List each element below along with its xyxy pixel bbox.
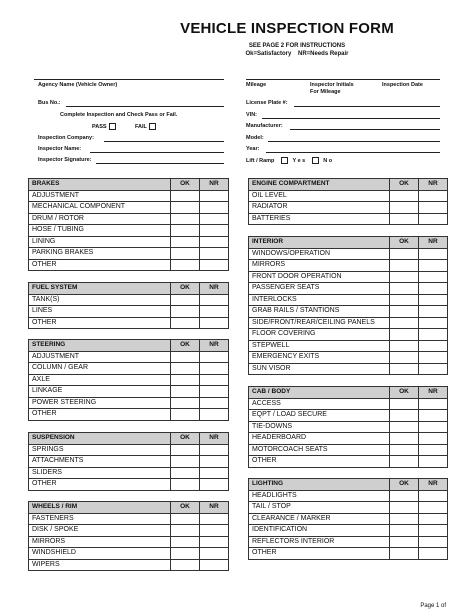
item-label-mirrors: MIRRORS [29, 536, 171, 548]
checklist-row [29, 397, 229, 409]
nr-cell-other[interactable] [200, 317, 229, 329]
checklist-row [29, 317, 229, 329]
wheels-rim-section [28, 501, 229, 571]
ok-cell-mirrors[interactable] [171, 536, 200, 548]
ok-cell-grab-rails-stantions[interactable] [390, 306, 419, 318]
nr-cell-other[interactable] [419, 548, 448, 560]
ok-cell-interlocks[interactable] [390, 294, 419, 306]
lift-yes-checkbox[interactable] [281, 157, 288, 164]
ok-cell-power-steering[interactable] [171, 397, 200, 409]
item-label-adjustment: ADJUSTMENT [29, 351, 171, 363]
checklist-row [29, 456, 229, 468]
checklist-row [29, 213, 229, 225]
item-label-interlocks: INTERLOCKS [249, 294, 390, 306]
item-label-reflectors-interior: REFLECTORS INTERIOR [249, 536, 390, 548]
suspension-section [28, 432, 229, 491]
ok-column-header: OK [390, 237, 419, 249]
mileage-label: Mileage [246, 82, 267, 88]
section-header-row [29, 433, 229, 445]
mileage-initials-date-line[interactable] [246, 79, 440, 80]
nr-cell-windows-operation[interactable] [419, 248, 448, 260]
checklist-row [29, 225, 229, 237]
pass-option [92, 123, 116, 130]
lighting-section [248, 478, 448, 560]
nr-cell-eqpt-load-secure[interactable] [419, 410, 448, 422]
ok-cell-side-front-rear-ceiling-panels[interactable] [390, 317, 419, 329]
model-label: Model: [246, 135, 264, 141]
ok-cell-other[interactable] [171, 317, 200, 329]
checklist-row [29, 525, 229, 537]
nr-cell-lines[interactable] [200, 306, 229, 318]
section-header-row [29, 502, 229, 514]
engine-compartment-section [248, 178, 448, 225]
nr-cell-other[interactable] [419, 456, 448, 468]
vin-field[interactable] [262, 118, 440, 119]
pass-label: PASS [92, 123, 107, 130]
lift-no-label: N o [323, 157, 333, 164]
item-label-wipers: WIPERS [29, 559, 171, 571]
brakes-section [28, 178, 229, 271]
item-label-hose-tubing: HOSE / TUBING [29, 225, 171, 237]
inspection-date-label: Inspection Date [382, 82, 423, 88]
ok-cell-front-door-operation[interactable] [390, 271, 419, 283]
checklist-row [249, 202, 448, 214]
nr-cell-drum-rotor[interactable] [200, 213, 229, 225]
ok-cell-identification[interactable] [390, 525, 419, 537]
lift-ramp-label: Lift / Ramp [246, 157, 275, 164]
section-header-row [29, 340, 229, 352]
ok-cell-hose-tubing[interactable] [171, 225, 200, 237]
nr-cell-springs[interactable] [200, 444, 229, 456]
item-label-radiator: RADIATOR [249, 202, 390, 214]
item-label-side-front-rear-ceiling-panels: SIDE/FRONT/REAR/CEILING PANELS [249, 317, 390, 329]
checklist-row [249, 317, 448, 329]
ok-cell-motorcoach-seats[interactable] [390, 444, 419, 456]
checklist-row [249, 444, 448, 456]
ok-cell-adjustment[interactable] [171, 351, 200, 363]
nr-cell-access[interactable] [419, 398, 448, 410]
nr-cell-mirrors[interactable] [200, 536, 229, 548]
license-plate-field[interactable] [294, 106, 440, 107]
item-label-lines: LINES [29, 306, 171, 318]
checklist-row [29, 259, 229, 271]
lift-ramp-group [246, 157, 332, 164]
inspection-company-field[interactable] [104, 141, 224, 142]
checklist-row [29, 386, 229, 398]
checklist-row [29, 351, 229, 363]
ok-cell-tank-s[interactable] [171, 294, 200, 306]
nr-cell-headerboard[interactable] [419, 433, 448, 445]
agency-name-label: Agency Name (Vehicle Owner) [38, 82, 118, 88]
nr-cell-linkage[interactable] [200, 386, 229, 398]
ok-cell-other[interactable] [390, 456, 419, 468]
checklist-row [249, 340, 448, 352]
ok-cell-parking-brakes[interactable] [171, 248, 200, 260]
checklist-row [249, 329, 448, 341]
checklist-row [249, 306, 448, 318]
item-label-emergency-exits: EMERGENCY EXITS [249, 352, 390, 364]
interior-section [248, 236, 448, 375]
nr-cell-clearance-marker[interactable] [419, 513, 448, 525]
item-label-tail-stop: TAIL / STOP [249, 502, 390, 514]
ok-cell-sliders[interactable] [171, 467, 200, 479]
item-label-access: ACCESS [249, 398, 390, 410]
ok-cell-linkage[interactable] [171, 386, 200, 398]
ok-cell-windows-operation[interactable] [390, 248, 419, 260]
item-label-windows-operation: WINDOWS/OPERATION [249, 248, 390, 260]
section-title: SUSPENSION [29, 433, 171, 445]
ok-cell-headerboard[interactable] [390, 433, 419, 445]
nr-cell-tank-s[interactable] [200, 294, 229, 306]
ok-cell-emergency-exits[interactable] [390, 352, 419, 364]
item-label-lining: LINING [29, 236, 171, 248]
nr-column-header: NR [200, 340, 229, 352]
nr-cell-stepwell[interactable] [419, 340, 448, 352]
nr-cell-front-door-operation[interactable] [419, 271, 448, 283]
ok-cell-other[interactable] [390, 548, 419, 560]
nr-cell-adjustment[interactable] [200, 190, 229, 202]
checklist-row [249, 536, 448, 548]
ok-cell-other[interactable] [171, 259, 200, 271]
checklist-row [249, 213, 448, 225]
checklist-row [29, 190, 229, 202]
checklist-row [249, 248, 448, 260]
ok-cell-column-gear[interactable] [171, 363, 200, 375]
item-label-other: OTHER [249, 456, 390, 468]
item-label-motorcoach-seats: MOTORCOACH SEATS [249, 444, 390, 456]
ok-cell-headlights[interactable] [390, 490, 419, 502]
checklist-row [249, 294, 448, 306]
ok-cell-mirrors[interactable] [390, 260, 419, 272]
page-title: VEHICLE INSPECTION FORM [180, 20, 394, 37]
ok-cell-reflectors-interior[interactable] [390, 536, 419, 548]
ok-cell-radiator[interactable] [390, 202, 419, 214]
ok-cell-sun-visor[interactable] [390, 363, 419, 375]
nr-cell-interlocks[interactable] [419, 294, 448, 306]
item-label-linkage: LINKAGE [29, 386, 171, 398]
nr-column-header: NR [200, 433, 229, 445]
item-label-disk-spoke: DISK / SPOKE [29, 525, 171, 537]
checklist-row [29, 294, 229, 306]
item-label-tank-s: TANK(S) [29, 294, 171, 306]
page-number: Page 1 of [420, 603, 446, 609]
ok-cell-clearance-marker[interactable] [390, 513, 419, 525]
nr-cell-passenger-seats[interactable] [419, 283, 448, 295]
nr-cell-windshield[interactable] [200, 548, 229, 560]
bus-no-field[interactable] [66, 106, 224, 107]
checklist-row [29, 559, 229, 571]
checklist-row [29, 374, 229, 386]
checklist-row [249, 490, 448, 502]
nr-column-header: NR [419, 479, 448, 491]
manufacturer-label: Manufacturer: [246, 123, 283, 129]
checklist-row [249, 363, 448, 375]
section-header-row [249, 479, 448, 491]
ok-cell-tie-downs[interactable] [390, 421, 419, 433]
checklist-row [29, 202, 229, 214]
checklist-row [29, 444, 229, 456]
nr-cell-wipers[interactable] [200, 559, 229, 571]
lift-yes-label: Y e s [292, 157, 306, 164]
section-header-row [249, 387, 448, 399]
checklist-row [249, 398, 448, 410]
nr-cell-identification[interactable] [419, 525, 448, 537]
ok-cell-other[interactable] [171, 409, 200, 421]
ok-column-header: OK [390, 179, 419, 191]
ok-cell-disk-spoke[interactable] [171, 525, 200, 537]
nr-cell-batteries[interactable] [419, 213, 448, 225]
inspector-name-field[interactable] [90, 152, 224, 153]
cab-body-section [248, 386, 448, 468]
nr-cell-axle[interactable] [200, 374, 229, 386]
checklist-row [249, 283, 448, 295]
checklist-row [249, 433, 448, 445]
checklist-row [249, 410, 448, 422]
section-title: WHEELS / RIM [29, 502, 171, 514]
nr-cell-column-gear[interactable] [200, 363, 229, 375]
nr-cell-sliders[interactable] [200, 467, 229, 479]
nr-cell-emergency-exits[interactable] [419, 352, 448, 364]
item-label-passenger-seats: PASSENGER SEATS [249, 283, 390, 295]
section-header-row [249, 179, 448, 191]
manufacturer-field[interactable] [290, 129, 440, 130]
fuel-system-section [28, 282, 229, 329]
nr-cell-reflectors-interior[interactable] [419, 536, 448, 548]
nr-column-header: NR [419, 387, 448, 399]
ok-cell-attachments[interactable] [171, 456, 200, 468]
item-label-oil-level: OIL LEVEL [249, 190, 390, 202]
checklist-row [249, 190, 448, 202]
for-mileage-label: For Mileage [310, 89, 341, 95]
agency-name-line[interactable] [34, 79, 224, 80]
ok-column-header: OK [390, 479, 419, 491]
checklist-row [249, 548, 448, 560]
section-title: STEERING [29, 340, 171, 352]
nr-column-header: NR [200, 502, 229, 514]
item-label-tie-downs: TIE-DOWNS [249, 421, 390, 433]
item-label-stepwell: STEPWELL [249, 340, 390, 352]
checklist-row [29, 513, 229, 525]
item-label-windshield: WINDSHIELD [29, 548, 171, 560]
rating-legend: Ok=Satisfactory NR=Needs Repair [245, 51, 349, 57]
section-title: CAB / BODY [249, 387, 390, 399]
nr-cell-attachments[interactable] [200, 456, 229, 468]
inspector-signature-label: Inspector Signature: [38, 157, 92, 163]
lift-no-checkbox[interactable] [312, 157, 319, 164]
checklist-row [29, 363, 229, 375]
ok-cell-mechanical-component[interactable] [171, 202, 200, 214]
inspector-signature-field[interactable] [96, 163, 224, 164]
checklist-row [29, 467, 229, 479]
item-label-clearance-marker: CLEARANCE / MARKER [249, 513, 390, 525]
nr-cell-motorcoach-seats[interactable] [419, 444, 448, 456]
nr-cell-headlights[interactable] [419, 490, 448, 502]
ok-cell-eqpt-load-secure[interactable] [390, 410, 419, 422]
item-label-other: OTHER [249, 548, 390, 560]
ok-column-header: OK [171, 340, 200, 352]
checklist-row [29, 536, 229, 548]
section-header-row [29, 283, 229, 295]
complete-instruction: Complete Inspection and Check Pass or Fail. [60, 112, 178, 118]
nr-cell-mirrors[interactable] [419, 260, 448, 272]
item-label-power-steering: POWER STEERING [29, 397, 171, 409]
nr-cell-side-front-rear-ceiling-panels[interactable] [419, 317, 448, 329]
checklist-row [29, 306, 229, 318]
vin-label: VIN: [246, 112, 257, 118]
nr-cell-other[interactable] [200, 259, 229, 271]
item-label-batteries: BATTERIES [249, 213, 390, 225]
item-label-eqpt-load-secure: EQPT / LOAD SECURE [249, 410, 390, 422]
item-label-column-gear: COLUMN / GEAR [29, 363, 171, 375]
checklist-row [249, 513, 448, 525]
fail-option [135, 123, 156, 130]
ok-column-header: OK [171, 283, 200, 295]
item-label-axle: AXLE [29, 374, 171, 386]
nr-cell-power-steering[interactable] [200, 397, 229, 409]
ok-column-header: OK [390, 387, 419, 399]
item-label-mechanical-component: MECHANICAL COMPONENT [29, 202, 171, 214]
ok-column-header: OK [171, 179, 200, 191]
ok-cell-wipers[interactable] [171, 559, 200, 571]
checklist-row [249, 502, 448, 514]
item-label-front-door-operation: FRONT DOOR OPERATION [249, 271, 390, 283]
ok-cell-lines[interactable] [171, 306, 200, 318]
steering-section [28, 339, 229, 421]
ok-cell-tail-stop[interactable] [390, 502, 419, 514]
inspector-name-label: Inspector Name: [38, 146, 82, 152]
fail-label: FAIL [135, 123, 147, 130]
nr-cell-sun-visor[interactable] [419, 363, 448, 375]
ok-cell-passenger-seats[interactable] [390, 283, 419, 295]
checklist-row [249, 352, 448, 364]
checklist-row [249, 421, 448, 433]
checklist-row [249, 525, 448, 537]
nr-column-header: NR [419, 179, 448, 191]
checklist-row [29, 248, 229, 260]
item-label-mirrors: MIRRORS [249, 260, 390, 272]
item-label-headlights: HEADLIGHTS [249, 490, 390, 502]
item-label-drum-rotor: DRUM / ROTOR [29, 213, 171, 225]
nr-cell-adjustment[interactable] [200, 351, 229, 363]
section-title: BRAKES [29, 179, 171, 191]
checklist-row [29, 409, 229, 421]
ok-cell-windshield[interactable] [171, 548, 200, 560]
item-label-springs: SPRINGS [29, 444, 171, 456]
bus-no-label: Bus No.: [38, 100, 61, 106]
inspector-initials-label: Inspector Initials [310, 82, 354, 88]
year-field[interactable] [266, 152, 440, 153]
model-field[interactable] [268, 141, 440, 142]
nr-cell-grab-rails-stantions[interactable] [419, 306, 448, 318]
checklist-row [249, 456, 448, 468]
nr-cell-fasteners[interactable] [200, 513, 229, 525]
ok-cell-stepwell[interactable] [390, 340, 419, 352]
nr-column-header: NR [200, 179, 229, 191]
checklist-row [29, 236, 229, 248]
item-label-sun-visor: SUN VISOR [249, 363, 390, 375]
ok-column-header: OK [171, 502, 200, 514]
section-header-row [249, 237, 448, 249]
nr-cell-other[interactable] [200, 479, 229, 491]
item-label-identification: IDENTIFICATION [249, 525, 390, 537]
ok-cell-springs[interactable] [171, 444, 200, 456]
ok-cell-floor-covering[interactable] [390, 329, 419, 341]
ok-cell-axle[interactable] [171, 374, 200, 386]
item-label-attachments: ATTACHMENTS [29, 456, 171, 468]
item-label-other: OTHER [29, 259, 171, 271]
item-label-floor-covering: FLOOR COVERING [249, 329, 390, 341]
nr-cell-hose-tubing[interactable] [200, 225, 229, 237]
ok-cell-fasteners[interactable] [171, 513, 200, 525]
checklist-row [249, 260, 448, 272]
section-title: INTERIOR [249, 237, 390, 249]
checklist-row [249, 271, 448, 283]
nr-cell-tail-stop[interactable] [419, 502, 448, 514]
nr-cell-disk-spoke[interactable] [200, 525, 229, 537]
instructions-note: SEE PAGE 2 FOR INSTRUCTIONS [248, 43, 346, 49]
inspection-company-label: Inspection Company: [38, 135, 94, 141]
item-label-headerboard: HEADERBOARD [249, 433, 390, 445]
ok-cell-adjustment[interactable] [171, 190, 200, 202]
nr-cell-radiator[interactable] [419, 202, 448, 214]
item-label-adjustment: ADJUSTMENT [29, 190, 171, 202]
section-title: ENGINE COMPARTMENT [249, 179, 390, 191]
license-plate-label: License Plate #: [246, 100, 288, 106]
nr-cell-tie-downs[interactable] [419, 421, 448, 433]
ok-cell-batteries[interactable] [390, 213, 419, 225]
ok-cell-oil-level[interactable] [390, 190, 419, 202]
item-label-parking-brakes: PARKING BRAKES [29, 248, 171, 260]
ok-cell-drum-rotor[interactable] [171, 213, 200, 225]
section-title: LIGHTING [249, 479, 390, 491]
section-header-row [29, 179, 229, 191]
checklist-row [29, 479, 229, 491]
checklist-row [29, 548, 229, 560]
nr-cell-mechanical-component[interactable] [200, 202, 229, 214]
nr-cell-other[interactable] [200, 409, 229, 421]
item-label-fasteners: FASTENERS [29, 513, 171, 525]
nr-cell-floor-covering[interactable] [419, 329, 448, 341]
item-label-other: OTHER [29, 479, 171, 491]
nr-cell-oil-level[interactable] [419, 190, 448, 202]
ok-cell-access[interactable] [390, 398, 419, 410]
item-label-other: OTHER [29, 409, 171, 421]
ok-cell-lining[interactable] [171, 236, 200, 248]
year-label: Year: [246, 146, 260, 152]
ok-column-header: OK [171, 433, 200, 445]
pass-checkbox[interactable] [109, 123, 116, 130]
nr-column-header: NR [419, 237, 448, 249]
fail-checkbox[interactable] [149, 123, 156, 130]
nr-cell-lining[interactable] [200, 236, 229, 248]
item-label-other: OTHER [29, 317, 171, 329]
nr-cell-parking-brakes[interactable] [200, 248, 229, 260]
item-label-sliders: SLIDERS [29, 467, 171, 479]
item-label-grab-rails-stantions: GRAB RAILS / STANTIONS [249, 306, 390, 318]
nr-column-header: NR [200, 283, 229, 295]
ok-cell-other[interactable] [171, 479, 200, 491]
section-title: FUEL SYSTEM [29, 283, 171, 295]
